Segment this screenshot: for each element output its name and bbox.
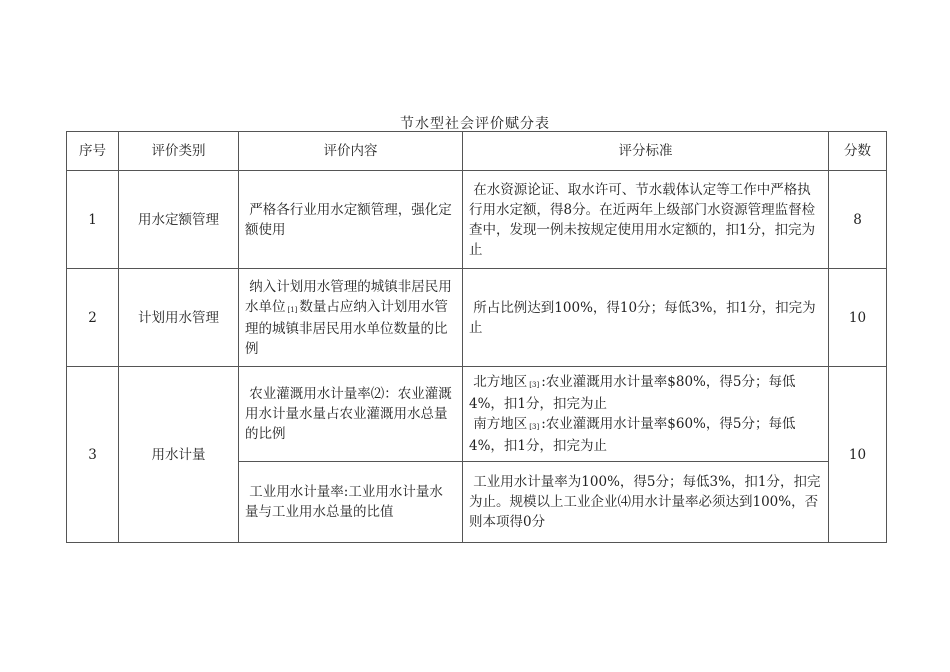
row-score: 8 bbox=[829, 171, 887, 269]
criteria-north bbox=[469, 372, 822, 414]
south-label: 南方地区 bbox=[473, 416, 528, 432]
row-criteria bbox=[463, 269, 829, 367]
header-content: 评价内容 bbox=[239, 132, 463, 171]
table-row bbox=[67, 269, 887, 367]
criteria-text: 所占比例达到100%，得10分；每低3%，扣1分，扣完为止 bbox=[469, 299, 816, 336]
row-score: 10 bbox=[829, 367, 887, 543]
content-text-b: 数量占应纳入计划用水管理的城镇非居民用水单位数量的比例 bbox=[245, 298, 448, 357]
row-criteria bbox=[463, 367, 829, 462]
criteria-south bbox=[469, 414, 822, 456]
row-category: 计划用水管理 bbox=[119, 269, 239, 367]
row-seq: 2 bbox=[67, 269, 119, 367]
footnote-marker: [1] bbox=[287, 305, 298, 314]
north-text: :农业灌溉用水计量率$80%，得5分；每低4%，扣1分，扣完为止 bbox=[469, 374, 796, 412]
header-score: 分数 bbox=[829, 132, 887, 171]
header-criteria: 评分标准 bbox=[463, 132, 829, 171]
content-text-a: 纳入计划用水管理的城镇非居民用水单位 bbox=[245, 278, 452, 315]
row-category: 用水定额管理 bbox=[119, 171, 239, 269]
table-header-row bbox=[67, 132, 887, 171]
south-text: :农业灌溉用水计量率$60%，得5分；每低4%，扣1分，扣完为止 bbox=[469, 416, 796, 454]
row-seq: 1 bbox=[67, 171, 119, 269]
header-category: 评价类别 bbox=[119, 132, 239, 171]
table-row bbox=[67, 171, 887, 269]
table-row bbox=[67, 367, 887, 462]
row-score: 10 bbox=[829, 269, 887, 367]
content-text: 严格各行业用水定额管理，强化定额使用 bbox=[245, 201, 452, 238]
row-content bbox=[239, 462, 463, 543]
row-content bbox=[239, 171, 463, 269]
row-seq: 3 bbox=[67, 367, 119, 543]
row-content bbox=[239, 269, 463, 367]
row-content bbox=[239, 367, 463, 462]
criteria-text: 在水资源论证、取水许可、节水载体认定等工作中严格执行用水定额，得8分。在近两年上级部门水资源管理监督检查中，发现一例未按规定使用用水定额的，扣1分，扣完为止 bbox=[469, 181, 816, 258]
content-text: 农业灌溉用水计量率⑵：农业灌溉用水计量水量占农业灌溉用水总量的比例 bbox=[245, 386, 452, 442]
footnote-marker: [3] bbox=[529, 423, 540, 431]
criteria-text: 工业用水计量率为100%，得5分；每低3%，扣1分，扣完为止。规模以上工业企业⑷用水计量率必须达到100%，否则本项得0分 bbox=[469, 474, 821, 530]
header-seq: 序号 bbox=[67, 132, 119, 171]
footnote-marker: [3] bbox=[529, 381, 540, 389]
document-title: 节水型社会评价赋分表 bbox=[400, 116, 550, 132]
scoring-table bbox=[66, 131, 887, 543]
north-label: 北方地区 bbox=[473, 374, 528, 390]
row-category: 用水计量 bbox=[119, 367, 239, 543]
content-text: 工业用水计量率:工业用水计量水量与工业用水总量的比值 bbox=[245, 484, 443, 520]
row-criteria bbox=[463, 171, 829, 269]
row-criteria bbox=[463, 462, 829, 543]
